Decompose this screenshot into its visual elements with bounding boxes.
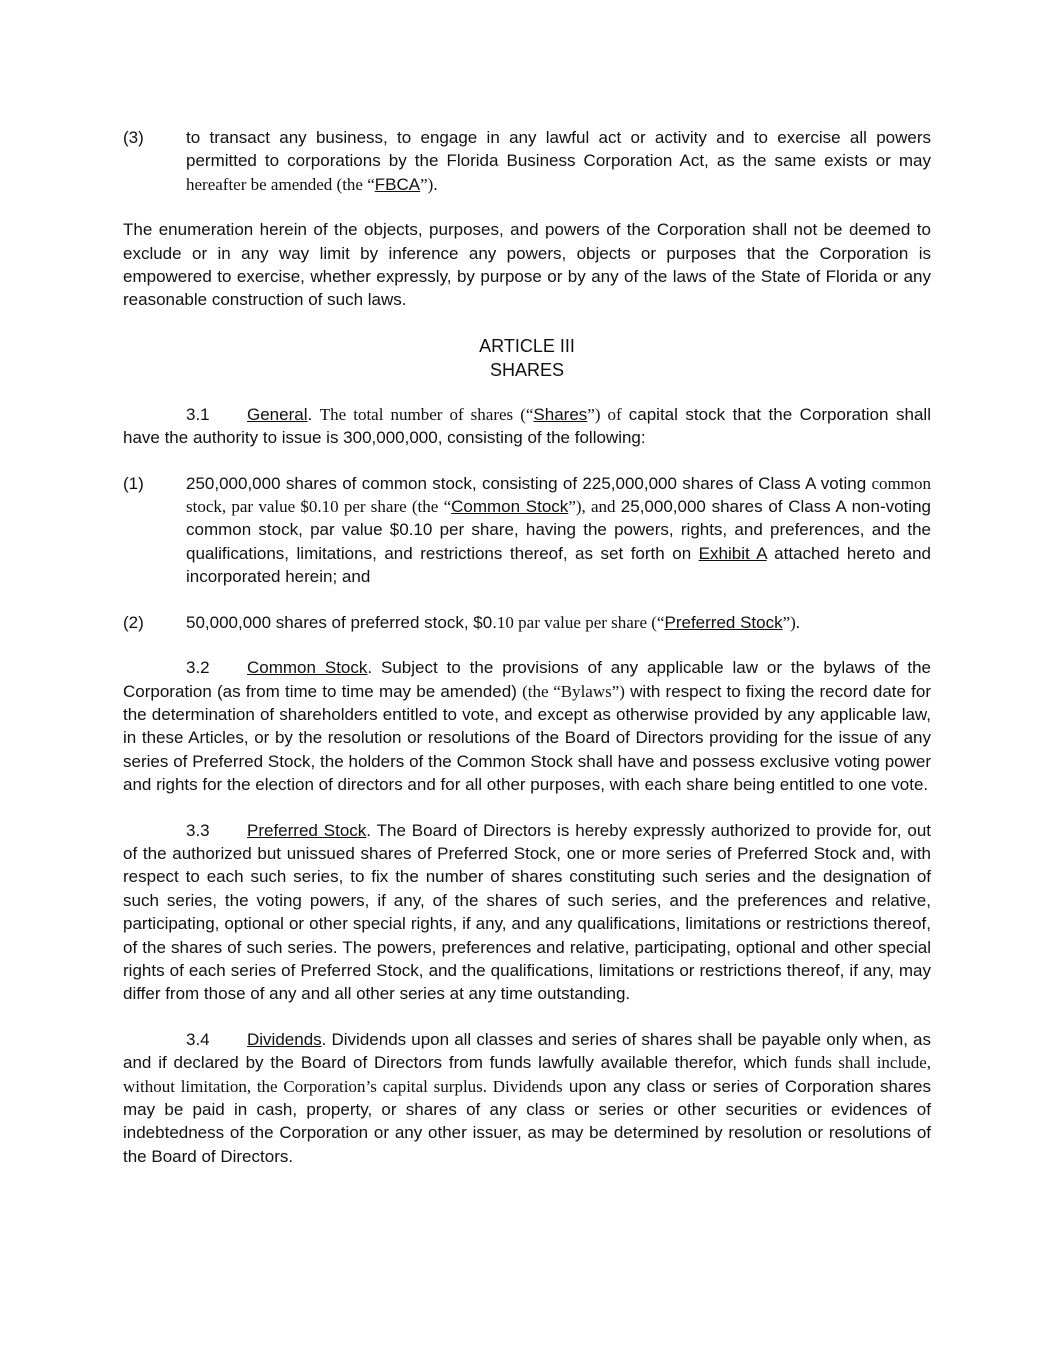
list-item-1 [123, 472, 931, 589]
section-heading: Common Stock [247, 658, 368, 678]
list-number: (3) [123, 128, 144, 147]
section-3-1: 3.1 General. The total number of shares (“Shares”) of capital stock that the Corporation shall have the authority to issue is 300,000,000, consisting of the following: [123, 404, 931, 448]
list-number: (1) [123, 473, 144, 493]
section-number: 3.2 [186, 658, 210, 678]
list-text: 50,000,000 shares of preferred stock, $0.10 par value per share (“Preferred Stock”). [186, 612, 801, 632]
article-number: ARTICLE III [479, 335, 575, 356]
section-3-3: 3.3 Preferred Stock. The Board of Directors is hereby expressly authorized to provide for, out of the authorized but unissued shares of Preferred Stock, one or more series of Preferred Stock and, with respect to each such series, to fix the number of shares constituting such series and the designation of such series, the voting powers, if any, of the shares of such series, and the preferences and relative, participating, optional or other special rights, if any, and any qualifications, limitations or restrictions thereof, of the shares of such series. The powers, preferences and relative, participating, optional and other special rights of each series of Preferred Stock, and the qualifications, limitations or restrictions thereof, if any, may differ from those of any and all other series at any time outstanding. [123, 820, 932, 1004]
section-number: 3.3 [186, 820, 210, 840]
document-page [123, 126, 931, 1190]
defined-term-preferred-stock: Preferred Stock [664, 612, 783, 632]
list-text: to transact any business, to engage in any lawful act or activity and to exercise all powers permitted to corporations by the Florida Business Corporation Act, as the same exists or may hereafter be amended (the “FBCA”). [186, 128, 931, 194]
section-number: 3.4 [186, 1029, 210, 1049]
section-3-2: 3.2 Common Stock. Subject to the provisions of any applicable law or the bylaws of the Corporation (as from time to time may be amended) (the “Bylaws”) with respect to fixing the record date for the determination of shareholders entitled to vote, and except as otherwise provided by any applicable law, in these Articles, or by the resolution or resolutions of the Board of Directors providing for the issue of any series of Preferred Stock, the holders of the Common Stock shall have and possess exclusive voting power and rights for the election of directors and for all other purposes, with each share being entitled to one vote. [123, 658, 931, 795]
list-item-3 [123, 126, 931, 196]
defined-term-shares: Shares [533, 404, 588, 424]
article-title: SHARES [489, 359, 565, 380]
section-number: 3.1 [186, 404, 210, 424]
section-heading: General [247, 404, 308, 424]
defined-term-common-stock: Common Stock [451, 497, 569, 517]
list-number: (2) [123, 612, 144, 632]
section-3-4: 3.4 Dividends. Dividends upon all classes and series of shares shall be payable only when, as and if declared by the Board of Directors from funds lawfully available therefor, which funds shall include, without limitation, the Corporation’s capital surplus. Dividends upon any class or series of Corporation shares may be paid in cash, property, or shares of any class or series or other securities or evidences of indebtedness of the Corporation or any other issuer, as may be determined by resolution or resolutions of the Board of Directors. [123, 1029, 931, 1166]
exhibit-a-reference: Exhibit A [698, 543, 767, 563]
list-text: 250,000,000 shares of common stock, consisting of 225,000,000 shares of Class A voting common stock, par value $0.10 per share (the “Common Stock”), and 25,000,000 shares of Class A non-voting common stock, par value $0.10 per share, having the powers, rights, and preferences, and the qualifications, limitations, and restrictions thereof, as set forth on Exhibit A attached hereto and incorporated herein; and [186, 473, 931, 587]
section-heading: Dividends [247, 1029, 322, 1049]
defined-term-fbca: FBCA [374, 174, 421, 194]
article-heading [123, 334, 931, 382]
enumeration-paragraph: The enumeration herein of the objects, purposes, and powers of the Corporation shall not be deemed to exclude or in any way limit by inference any powers, objects or purposes that the Corporation is empowered to exercise, whether expressly, by purpose or by any of the laws of the State of Florida or any reasonable construction of such laws. [123, 220, 931, 310]
list-item-2 [123, 611, 931, 634]
section-heading: Preferred Stock [247, 820, 367, 840]
